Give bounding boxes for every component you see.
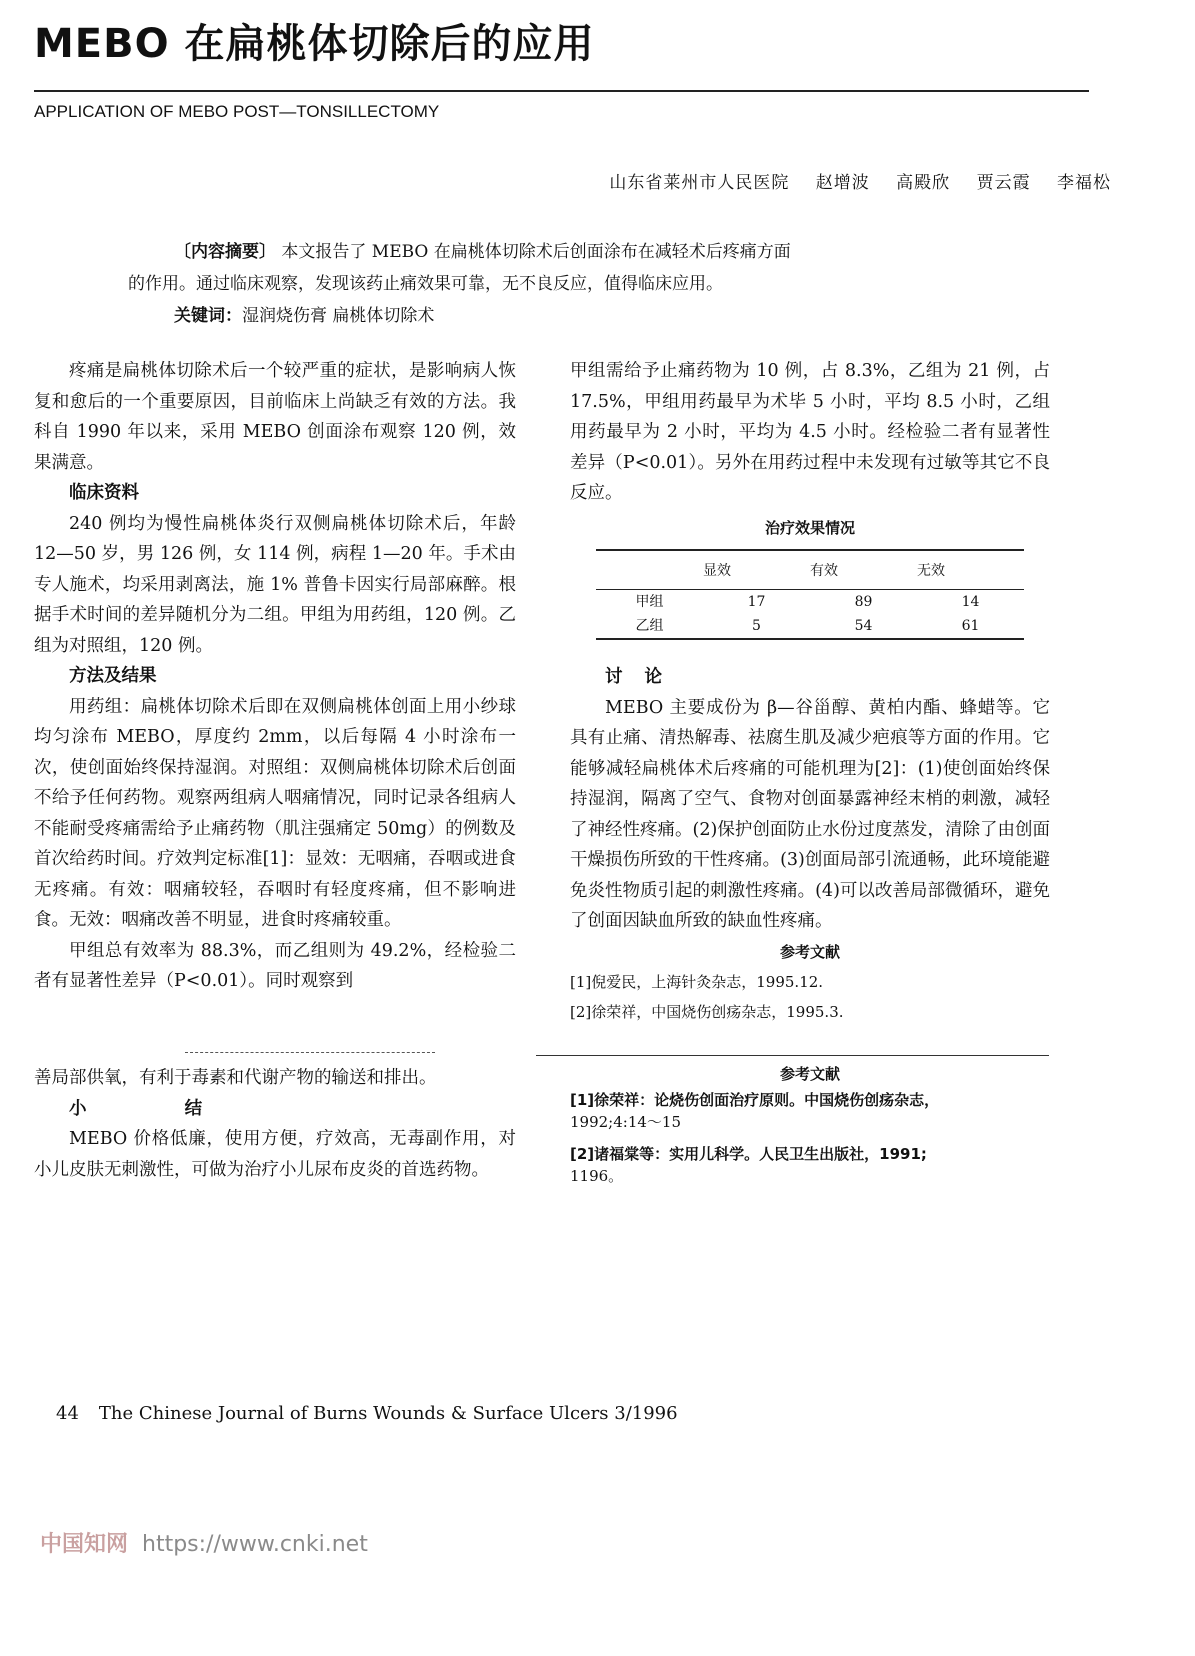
section-heading-methods: 方法及结果 [69,666,157,686]
reference-item: [1]倪爱民，上海针灸杂志，1995.12. [570,972,824,991]
table-title: 治疗效果情况 [764,518,855,537]
page-number: 44 [56,1403,79,1424]
keywords-label: 关键词： [174,306,242,326]
continuation-paragraph: 善局部供氧，有利于毒素和代谢产物的输送和排出。 [34,1068,437,1088]
reference-item: [2]诸福棠等：实用儿科学。人民卫生出版社，1991; [570,1145,927,1163]
cnki-url: https://www.cnki.net [142,1532,368,1557]
reference-item-cont: 1196。 [570,1167,624,1185]
table-cell: 89 [854,594,873,610]
journal-name: The Chinese Journal of Burns Wounds & Surface Ulcers 3/1996 [98,1403,678,1424]
clinical-paragraph: 240 例均为慢性扁桃体炎行双侧扁桃体切除术后，年龄 12—50 岁，男 126 例，女 114 例，病程 1—20 年。手术由专人施术，均采用剥离法，施 1% 普鲁卡因实行局部麻醉。根据手术时间的差异随机分为二组。甲组为用药组，120 例。乙组为对照组，120 例。 [34,513,516,656]
section-divider [536,1055,1049,1056]
results-continuation: 甲组需给予止痛药物为 10 例，占 8.3%，乙组为 21 例，占 17.5%，甲组用药最早为术毕 5 小时，平均 8.5 小时，乙组用药最早为 2 小时，平均为 4.5 小时。经检验二者有显著性差异（P<0.01）。另外在用药过程中未发现有过敏等其它不良反应。 [570,361,1050,503]
table-row [596,590,1024,615]
intro-paragraph: 疼痛是扁桃体切除术后一个较严重的症状，是影响病人恢复和愈后的一个重要原因，目前临床上尚缺乏有效的方法。我科自 1990 年以来，采用 MEBO 创面涂布观察 120 例，效果满意。 [34,361,516,473]
reference-item: [1]徐荣祥：论烧伤创面治疗原则。中国烧伤创疡杂志， [570,1091,940,1109]
reference-item-cont: 1992;4:14～15 [570,1113,681,1131]
references-heading: 参考文献 [779,942,840,961]
left-column [34,356,516,997]
summary-paragraph: MEBO 价格低廉，使用方便，疗效高，无毒副作用，对小儿皮肤无刺激性，可做为治疗小儿尿布皮炎的首选药物。 [34,1129,516,1180]
references-heading: 参考文献 [779,1065,840,1083]
table-header-cell [596,550,703,590]
table-header-cell: 显效 [703,550,810,590]
lower-left-column [34,1063,516,1185]
methods-paragraph: 用药组：扁桃体切除术后即在双侧扁桃体创面上用小纱球均匀涂布 MEBO，厚度约 2mm，以后每隔 4 小时涂布一次，使创面始终保持湿润。对照组：双侧扁桃体切除术后创面不给予任何药物。观察两组病人咽痛情况，同时记录各组病人不能耐受疼痛需给予止痛药物（肌注强痛定 50mg）的例数及首次给药时间。疗效判定标准[1]：显效：无咽痛，吞咽或进食无疼痛。有效：咽痛较轻，吞咽时有轻度疼痛，但不影响进食。无效：咽痛改善不明显，进食时疼痛较重。 [34,696,516,930]
section-heading-summary: 小 结 [69,1098,249,1119]
table-cell: 54 [810,614,917,639]
right-column [570,356,1050,1027]
table-cell: 乙组 [596,614,703,639]
page-footer [56,1403,678,1424]
table-cell: 61 [917,614,1024,639]
cnki-logo-text: 中国知网 [40,1532,129,1557]
keywords [174,301,434,326]
table-cell: 17 [747,594,766,610]
abstract-label: 〔内容摘要〕 [174,242,276,262]
keywords-text: 湿润烧伤膏 扁桃体切除术 [242,306,435,326]
abstract-text-line2: 的作用。通过临床观察，发现该药止痛效果可靠，无不良反应，值得临床应用。 [128,274,723,294]
table-cell: 甲组 [635,594,664,610]
abstract [128,236,1028,300]
table-cell: 14 [961,594,980,610]
table-row [596,614,1024,639]
section-heading-clinical: 临床资料 [69,483,139,503]
article-title: MEBO 在扁桃体切除后的应用 [34,21,595,67]
results-paragraph: 甲组总有效率为 88.3%，而乙组则为 49.2%，经检验二者有显著性差异（P<0.01）。同时观察到 [34,940,516,991]
reference-item: [2]徐荣祥，中国烧伤创疡杂志，1995.3. [570,1002,844,1021]
references [570,937,1050,1027]
table-header-cell: 无效 [917,550,1024,590]
table-cell: 5 [703,614,810,639]
cnki-watermark [40,1527,368,1558]
english-title: APPLICATION OF MEBO POST—TONSILLECTOMY [34,102,440,121]
lower-right-column [570,1063,1050,1187]
discussion-paragraph: MEBO 主要成份为 β—谷甾醇、黄柏内酯、蜂蜡等。它具有止痛、清热解毒、祛腐生肌及减少疤痕等方面的作用。它能够减轻扁桃体术后疼痛的可能机理为[2]：(1)使创面始终保持湿润，隔离了空气、食物对创面暴露神经末梢的刺激，减轻了神经性疼痛。(2)保护创面防止水份过度蒸发，清除了由创面干燥损伤所致的干性疼痛。(3)创面局部引流通畅，此环境能避免炎性物质引起的刺激性疼痛。(4)可以改善局部微循环，避免了创面因缺血所致的缺血性疼痛。 [570,697,1050,931]
table-header-cell: 有效 [810,550,917,590]
section-heading-discussion: 讨论 [605,667,684,687]
section-divider [185,1052,435,1053]
abstract-text-line1: 本文报告了 MEBO 在扁桃体切除术后创面涂布在减轻术后疼痛方面 [276,242,791,262]
results-table [596,549,1024,640]
title-rule [34,90,1089,92]
authors-line: 山东省莱州市人民医院 赵增波 高殿欣 贾云霞 李福松 [609,173,1111,193]
